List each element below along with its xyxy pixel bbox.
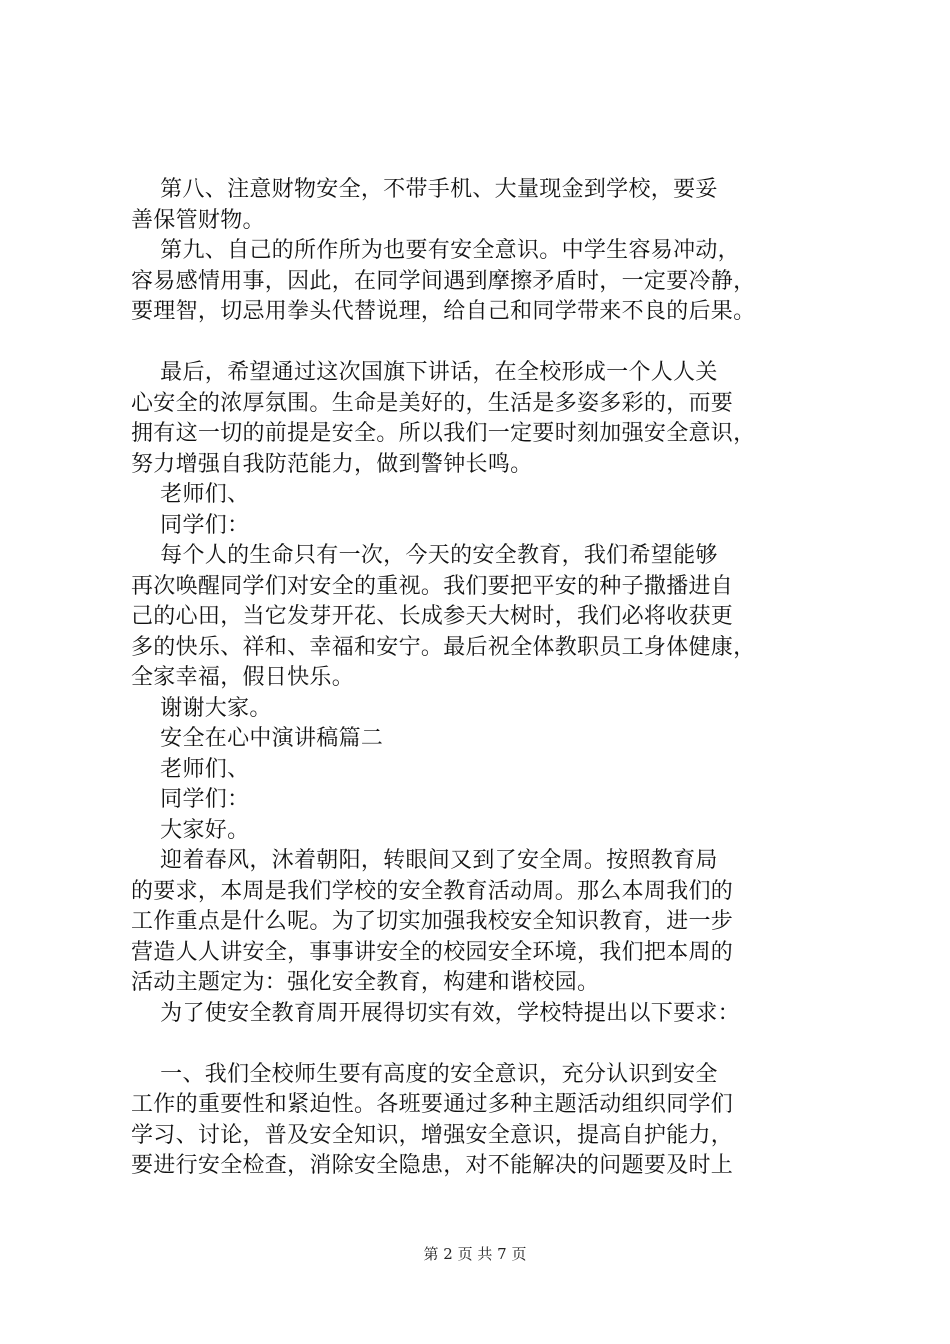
- text-line: 迎着春风，沐着朝阳，转眼间又到了安全周。按照教育局: [131, 848, 718, 873]
- text-line: 全家幸福，假日快乐。: [131, 665, 355, 690]
- text-line: 同学们：: [131, 512, 250, 538]
- page-footer: 第 2 页 共 7 页: [423, 1245, 527, 1263]
- text-line: 为了使安全教育周开展得切实有效，学校特提出以下要求：: [131, 1000, 740, 1026]
- text-line: 努力增强自我防范能力，做到警钟长鸣。: [131, 451, 533, 477]
- text-line: [131, 1029, 831, 1060]
- text-line: 第九、自己的所作所为也要有安全意识。中学生容易冲动，: [131, 238, 740, 263]
- text-line: 多的快乐、祥和、幸福和安宁。最后祝全体教职员工身体健康，: [131, 634, 756, 660]
- text-line: 活动主题定为：强化安全教育，构建和谐校园。: [131, 970, 600, 995]
- text-line: 安全在心中演讲稿篇二: [131, 726, 384, 751]
- text-line: 要理智，切忌用拳头代替说理，给自己和同学带来不良的后果。: [131, 299, 756, 324]
- text-line: 心安全的浓厚氛围。生命是美好的，生活是多姿多彩的，而要: [131, 390, 734, 416]
- text-line: 工作的重要性和紧迫性。各班要通过多种主题活动组织同学们: [131, 1092, 734, 1117]
- text-line: 老师们、: [131, 482, 250, 507]
- text-line: 的要求，本周是我们学校的安全教育活动周。那么本周我们的: [131, 878, 734, 904]
- text-line: 善保管财物。: [131, 207, 265, 233]
- text-line: 要进行安全检查，消除安全隐患，对不能解决的问题要及时上: [131, 1153, 734, 1178]
- text-line: 最后，希望通过这次国旗下讲话，在全校形成一个人人关: [131, 360, 718, 385]
- text-line: 再次唤醒同学们对安全的重视。我们要把平安的种子撒播进自: [131, 573, 734, 599]
- text-line: [131, 328, 831, 359]
- text-line: 营造人人讲安全，事事讲安全的校园安全环境，我们把本周的: [131, 939, 734, 965]
- text-line: 一、我们全校师生要有高度的安全意识，充分认识到安全: [131, 1061, 718, 1087]
- text-line: 同学们：: [131, 787, 250, 812]
- text-line: 第八、注意财物安全，不带手机、大量现金到学校，要妥: [131, 177, 718, 202]
- text-line: 学习、讨论，普及安全知识，增强安全意识，提高自护能力，: [131, 1122, 734, 1148]
- document-body: [131, 175, 831, 1182]
- text-line: 谢谢大家。: [131, 695, 272, 721]
- text-line: 大家好。: [131, 817, 250, 843]
- text-line: 拥有这一切的前提是安全。所以我们一定要时刻加强安全意识，: [131, 421, 756, 446]
- text-line: 每个人的生命只有一次，今天的安全教育，我们希望能够: [131, 543, 718, 568]
- text-line: 容易感情用事，因此，在同学间遇到摩擦矛盾时，一定要冷静，: [131, 268, 756, 294]
- text-line: 工作重点是什么呢。为了切实加强我校安全知识教育，进一步: [131, 909, 734, 934]
- text-line: 老师们、: [131, 756, 250, 782]
- text-line: 己的心田，当它发芽开花、长成参天大树时，我们必将收获更: [131, 604, 734, 629]
